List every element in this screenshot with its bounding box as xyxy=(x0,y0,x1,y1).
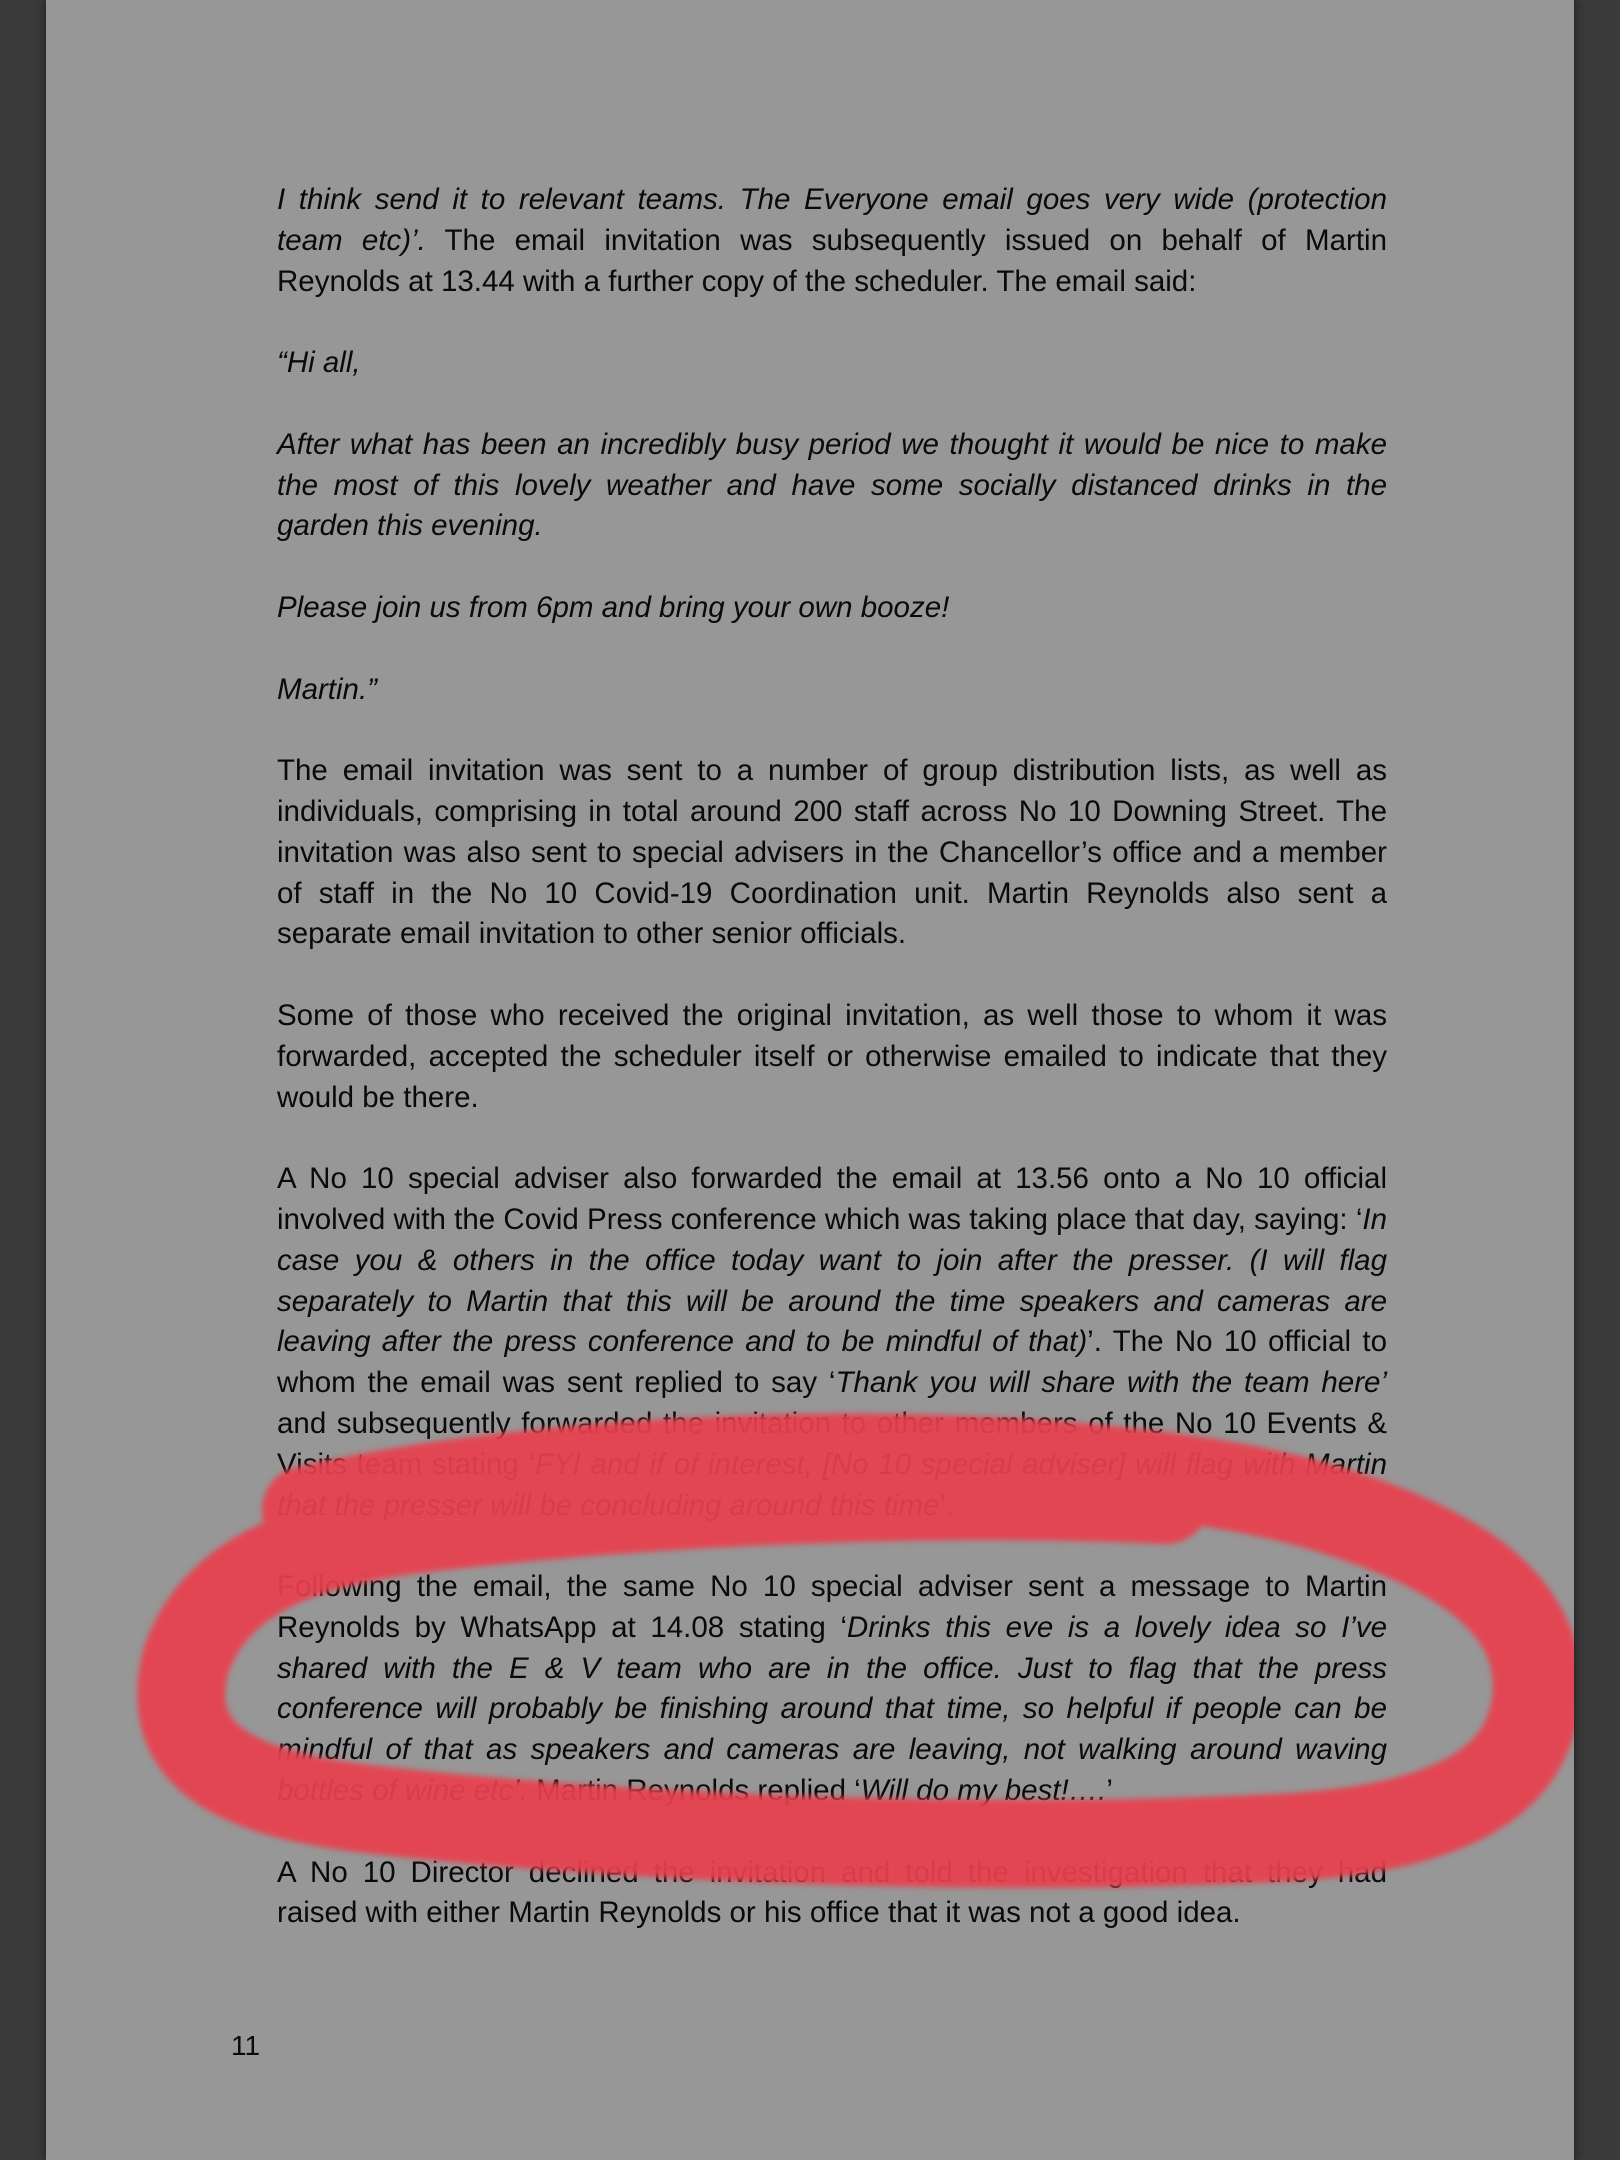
p8-quote-b: In case you & others in the office today want to join after the presser. (I will flag separately to Martin that this will be around the time speakers and cameras are leaving after the press conference and to be mindful of that) xyxy=(277,1202,1387,1359)
email-signoff-text: Martin.” xyxy=(277,672,377,706)
email-body xyxy=(277,425,1387,547)
paragraph-special-adviser-forward xyxy=(277,1159,1387,1526)
email-body-text: After what has been an incredibly busy period we thought it would be nice to make the most of this lovely weather and have some socially distanced drinks in the garden this evening. xyxy=(277,427,1387,543)
paragraph-1-text: The email invitation was subsequently issued on behalf of Martin Reynolds at 13.44 with a further copy of the scheduler. The email said: xyxy=(277,223,1387,298)
p8-quote-f: FYI and if of interest, [No 10 special adviser] will flag with Martin that the presser will be concluding around this time xyxy=(277,1447,1387,1522)
paragraph-distribution: The email invitation was sent to a number of group distribution lists, as well as individuals, comprising in total around 200 staff across No 10 Downing Street. The invitation was also sent to special advisers in the Chancellor’s office and a member of staff in the No 10 Covid-19 Coordination unit. Martin Reynolds also sent a separate email invitation to other senior officials. xyxy=(277,754,1387,951)
p8-text-e: and subsequently forwarded the invitation to other members of the No 10 Events & Visits team stating ‘ xyxy=(277,1406,1387,1481)
p9-text-e: ’ xyxy=(1106,1774,1113,1808)
paragraph-1 xyxy=(277,180,1387,302)
document-page xyxy=(46,0,1574,2160)
paragraph-1-quote: I think send it to relevant teams. The Everyone email goes very wide (protection team etc)’. xyxy=(277,183,1387,257)
p9-text-c: Martin Reynolds replied ‘ xyxy=(527,1774,861,1808)
email-greeting xyxy=(277,343,1387,384)
p9-text-a: Following the email, the same No 10 special adviser sent a message to Martin Reynolds by WhatsApp at 14.08 stating ‘ xyxy=(277,1570,1387,1644)
email-greeting-text: “Hi all, xyxy=(277,346,361,380)
paragraph-director: A No 10 Director declined the invitation and told the investigation that they had raised with either Martin Reynolds or his office that it was not a good idea. xyxy=(277,1855,1387,1930)
paragraph-responses: Some of those who received the original invitation, as well those to whom it was forwarded, accepted the scheduler itself or otherwise emailed to indicate that they would be there. xyxy=(277,998,1387,1114)
p9-quote-b: Drinks this eve is a lovely idea so I’ve shared with the E & V team who are in the office. Just to flag that the press conference will probably be finishing around that time, so helpful if people can be mindful of that as speakers and cameras are leaving, not walking around waving bottles of wine etc’. xyxy=(277,1610,1387,1808)
page-number: 11 xyxy=(231,2030,261,2061)
page-body xyxy=(277,180,1387,1975)
email-invite-text: Please join us from 6pm and bring your own booze! xyxy=(277,590,950,624)
p8-text-a: A No 10 special adviser also forwarded the email at 13.56 onto a No 10 official involved with the Covid Press conference which was taking place that day, saying: ‘ xyxy=(277,1162,1387,1236)
email-invite-line xyxy=(277,588,1387,629)
email-signoff xyxy=(277,670,1387,711)
p8-text-g: ’. xyxy=(939,1488,955,1522)
p8-text-c: ’. The No 10 official to whom the email was sent replied to say ‘ xyxy=(277,1325,1387,1400)
p8-quote-d: Thank you will share with the team here’ xyxy=(835,1366,1387,1400)
p9-quote-d: Will do my best!…. xyxy=(860,1774,1107,1808)
paragraph-whatsapp xyxy=(277,1567,1387,1812)
